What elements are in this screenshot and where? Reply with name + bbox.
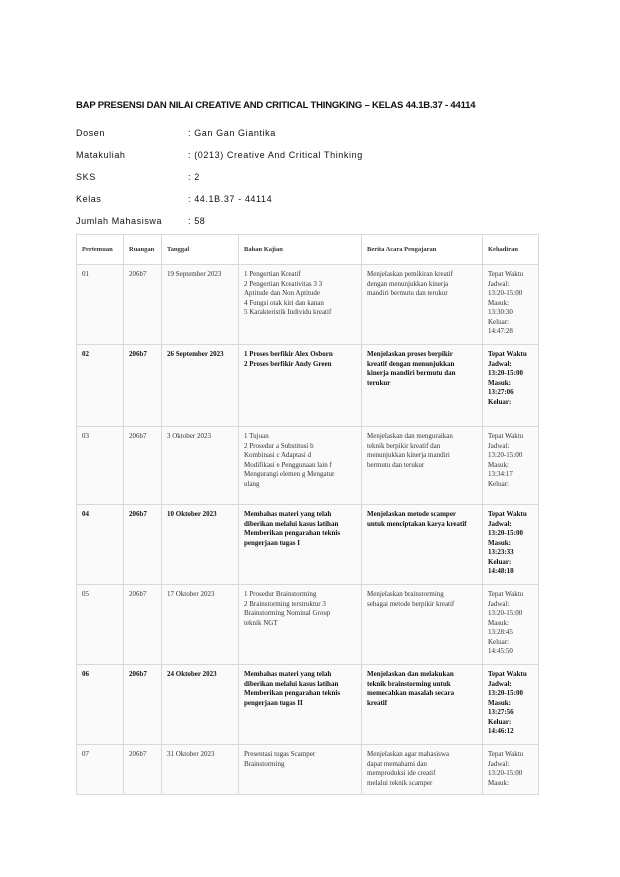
cell-line: pengerjaan tugas II — [244, 698, 303, 707]
cell-bahan-kajian — [239, 745, 362, 795]
cell-line: diberikan melalui kasus latihan — [244, 519, 339, 528]
cell-line: Menjelaskan pemikiran kreatif — [367, 270, 453, 278]
cell-line: Keluar: — [488, 637, 509, 646]
cell-line: Jadwal: — [488, 599, 510, 608]
info-value: : Gan Gan Giantika — [188, 128, 276, 138]
cell-line: Keluar: — [488, 557, 512, 566]
cell-line: Masuk: — [488, 298, 509, 307]
cell-line: Kombinasi c Adaptasi d — [244, 451, 312, 459]
cell-line: 13:20-15:00 — [488, 289, 523, 297]
cell-bahan-kajian — [239, 427, 362, 505]
header-kehadiran: Kehadiran — [483, 235, 539, 265]
cell-line: teknik NGT — [244, 618, 278, 627]
cell-line: 13:27:56 — [488, 708, 514, 716]
cell-tanggal: 17 Oktober 2023 — [162, 585, 239, 665]
document-title: BAP PRESENSI DAN NILAI CREATIVE AND CRITICAL THINGKING – KELAS 44.1B.37 - 44114 — [76, 100, 476, 111]
cell-line: Masuk: — [488, 538, 511, 547]
info-value: : 44.1B.37 - 44114 — [188, 194, 273, 204]
table-row — [77, 745, 539, 795]
table-row — [77, 665, 539, 745]
cell-line: 14:48:18 — [488, 567, 514, 575]
cell-ruangan: 206b7 — [124, 265, 162, 345]
cell-line: 2 Pengertian Kreativitas 3 3 — [244, 279, 323, 288]
header-berita-acara: Berita Acara Pengajaran — [362, 235, 483, 265]
cell-line: Jadwal: — [488, 519, 512, 528]
cell-pertemuan: 03 — [77, 427, 124, 505]
cell-line: pengerjaan tugas I — [244, 538, 301, 547]
cell-line: menunjukkan kinerja mandiri — [367, 451, 450, 459]
cell-line: 2 Brainstorming terstruktur 3 — [244, 599, 326, 608]
cell-line: 14:45:50 — [488, 647, 513, 655]
cell-line: terukur — [367, 378, 391, 387]
cell-line: Menjelaskan dan melakukan — [367, 670, 454, 678]
cell-line: Presentasi tugas Scamper — [244, 750, 316, 758]
cell-line: 1 Prosedur Brainstorming — [244, 590, 317, 598]
cell-ruangan: 206b7 — [124, 427, 162, 505]
cell-line: 1 Tujuan — [244, 432, 269, 440]
cell-line: 4 Fungsi otak kiri dan kanan — [244, 298, 324, 307]
cell-line: sebagai metode berpikir kreatif — [367, 599, 455, 608]
cell-line: ulang — [244, 479, 260, 488]
cell-line: dengan menunjukkan kinerja — [367, 279, 449, 288]
cell-line: Memberikan pengarahan teknis — [244, 689, 341, 697]
info-value: : 2 — [188, 172, 200, 182]
table-body — [77, 265, 539, 795]
cell-tanggal: 19 September 2023 — [162, 265, 239, 345]
cell-line: Keluar: — [488, 717, 512, 726]
cell-line: Tepat Waktu — [488, 270, 524, 278]
cell-kehadiran — [483, 745, 539, 795]
cell-tanggal: 26 September 2023 — [162, 345, 239, 427]
cell-line: Tepat Waktu — [488, 510, 527, 518]
cell-kehadiran — [483, 665, 539, 745]
cell-line: bermutu dan terukur — [367, 460, 425, 469]
cell-line: Menjelaskan proses berpikir — [367, 350, 453, 358]
cell-berita-acara — [362, 745, 483, 795]
cell-line: Masuk: — [488, 378, 511, 387]
cell-line: Masuk: — [488, 460, 509, 469]
cell-line: 13:23:33 — [488, 548, 514, 556]
cell-line: Menjelaskan agar mahasiswa — [367, 750, 450, 758]
cell-line: 13:34:17 — [488, 470, 513, 478]
info-label: Jumlah Mahasiswa — [76, 216, 163, 226]
cell-berita-acara — [362, 427, 483, 505]
cell-line: Keluar: — [488, 317, 509, 326]
header-ruangan: Ruangan — [124, 235, 162, 265]
cell-ruangan: 206b7 — [124, 345, 162, 427]
cell-line: melalui teknik scamper — [367, 778, 433, 787]
cell-line: 2 Proses berfikir Andy Green — [244, 359, 332, 368]
cell-line: Modifikasi e Penggunaan lain f — [244, 460, 332, 469]
cell-berita-acara — [362, 265, 483, 345]
table-header-row — [77, 235, 539, 265]
cell-ruangan: 206b7 — [124, 665, 162, 745]
cell-berita-acara — [362, 665, 483, 745]
cell-kehadiran — [483, 427, 539, 505]
info-label: SKS — [76, 172, 96, 182]
cell-line: Keluar: — [488, 397, 512, 406]
cell-line: Memberikan pengarahan teknis — [244, 529, 341, 537]
table-row — [77, 585, 539, 665]
header-pertemuan: Pertemuan — [77, 235, 124, 265]
cell-line: Membahas materi yang telah — [244, 510, 332, 518]
cell-line: 13:20-15:00 — [488, 769, 523, 777]
cell-line: memecahkan masalah secara — [367, 689, 455, 697]
cell-line: 14:47:28 — [488, 327, 513, 335]
info-label: Matakuliah — [76, 150, 126, 160]
cell-line: memproduksi ide creatif — [367, 769, 436, 777]
cell-pertemuan: 06 — [77, 665, 124, 745]
cell-line: Masuk: — [488, 778, 509, 787]
cell-line: 13:27:06 — [488, 388, 514, 396]
cell-line: kreatif — [367, 698, 388, 707]
cell-line: 2 Prosedur a Substitusi b — [244, 441, 314, 450]
header-tanggal: Tanggal — [162, 235, 239, 265]
cell-line: 13:20-15:00 — [488, 609, 523, 617]
attendance-table — [76, 234, 539, 795]
cell-line: Menjelaskan metode scamper — [367, 510, 457, 518]
table-row — [77, 345, 539, 427]
cell-line: Membahas materi yang telah — [244, 670, 332, 678]
cell-line: Jadwal: — [488, 759, 510, 768]
cell-line: Masuk: — [488, 618, 509, 627]
table-row — [77, 265, 539, 345]
cell-line: 1 Proses berfikir Alex Osborn — [244, 350, 333, 358]
header-bahan-kajian: Bahan Kajian — [239, 235, 362, 265]
cell-line: Jadwal: — [488, 441, 510, 450]
cell-line: 1 Pengertian Kreatif — [244, 270, 301, 278]
cell-kehadiran — [483, 265, 539, 345]
cell-line: 13:28:45 — [488, 628, 513, 636]
cell-line: Tepat Waktu — [488, 670, 527, 678]
cell-line: dapat memahami dan — [367, 759, 427, 768]
cell-line: teknik berpikir kreatif dan — [367, 441, 441, 450]
cell-tanggal: 3 Oktober 2023 — [162, 427, 239, 505]
cell-line: Tepat Waktu — [488, 432, 524, 440]
cell-line: 13:20-15:00 — [488, 689, 523, 697]
cell-line: kreatif dengan menunjukkan — [367, 359, 455, 368]
cell-line: Jadwal: — [488, 279, 510, 288]
cell-line: Menjelaskan brainstorming — [367, 590, 444, 598]
cell-line: untuk menciptakan karya kreatif — [367, 519, 467, 528]
cell-line: Tepat Waktu — [488, 350, 527, 358]
cell-line: Jadwal: — [488, 679, 512, 688]
cell-ruangan: 206b7 — [124, 745, 162, 795]
cell-bahan-kajian — [239, 665, 362, 745]
cell-line: mandiri bermutu dan terukur — [367, 289, 448, 297]
cell-line: 13:30:30 — [488, 308, 513, 316]
cell-ruangan: 206b7 — [124, 505, 162, 585]
cell-line: Mengurangi elemen g Mengatur — [244, 470, 335, 478]
cell-berita-acara — [362, 505, 483, 585]
cell-bahan-kajian — [239, 585, 362, 665]
cell-kehadiran — [483, 505, 539, 585]
info-value: : 58 — [188, 216, 206, 226]
cell-line: 13:20-15:00 — [488, 451, 523, 459]
cell-berita-acara — [362, 585, 483, 665]
cell-line: 13:20-15:00 — [488, 369, 523, 377]
cell-tanggal: 24 Oktober 2023 — [162, 665, 239, 745]
cell-pertemuan: 04 — [77, 505, 124, 585]
cell-line: Tepat Waktu — [488, 750, 524, 758]
table-row — [77, 427, 539, 505]
cell-pertemuan: 05 — [77, 585, 124, 665]
cell-tanggal: 31 Oktober 2023 — [162, 745, 239, 795]
cell-line: kinerja mandiri bermutu dan — [367, 369, 456, 377]
cell-ruangan: 206b7 — [124, 585, 162, 665]
cell-pertemuan: 01 — [77, 265, 124, 345]
cell-berita-acara — [362, 345, 483, 427]
cell-pertemuan: 07 — [77, 745, 124, 795]
cell-line: 5 Karakteristik Individu kreatif — [244, 308, 332, 316]
cell-tanggal: 10 Oktober 2023 — [162, 505, 239, 585]
info-label: Kelas — [76, 194, 102, 204]
cell-line: 14:46:12 — [488, 727, 514, 735]
cell-line: diberikan melalui kasus latihan — [244, 679, 339, 688]
info-label: Dosen — [76, 128, 106, 138]
cell-bahan-kajian — [239, 345, 362, 427]
cell-line: Jadwal: — [488, 359, 512, 368]
cell-line: Aptitude dan Non Aptitude — [244, 289, 321, 297]
cell-line: Brainstorming — [244, 759, 285, 768]
cell-bahan-kajian — [239, 505, 362, 585]
cell-line: Keluar: — [488, 479, 509, 488]
cell-kehadiran — [483, 345, 539, 427]
cell-line: Menjelaskan dan menguraikan — [367, 432, 453, 440]
table-row — [77, 505, 539, 585]
cell-line: Masuk: — [488, 698, 511, 707]
cell-line: Brainstorming Nominal Group — [244, 609, 331, 617]
info-value: : (0213) Creative And Critical Thinking — [188, 150, 363, 160]
cell-pertemuan: 02 — [77, 345, 124, 427]
cell-kehadiran — [483, 585, 539, 665]
cell-line: 13:20-15:00 — [488, 529, 523, 537]
cell-line: teknik brainstorming untuk — [367, 679, 451, 688]
cell-bahan-kajian — [239, 265, 362, 345]
cell-line: Tepat Waktu — [488, 590, 524, 598]
